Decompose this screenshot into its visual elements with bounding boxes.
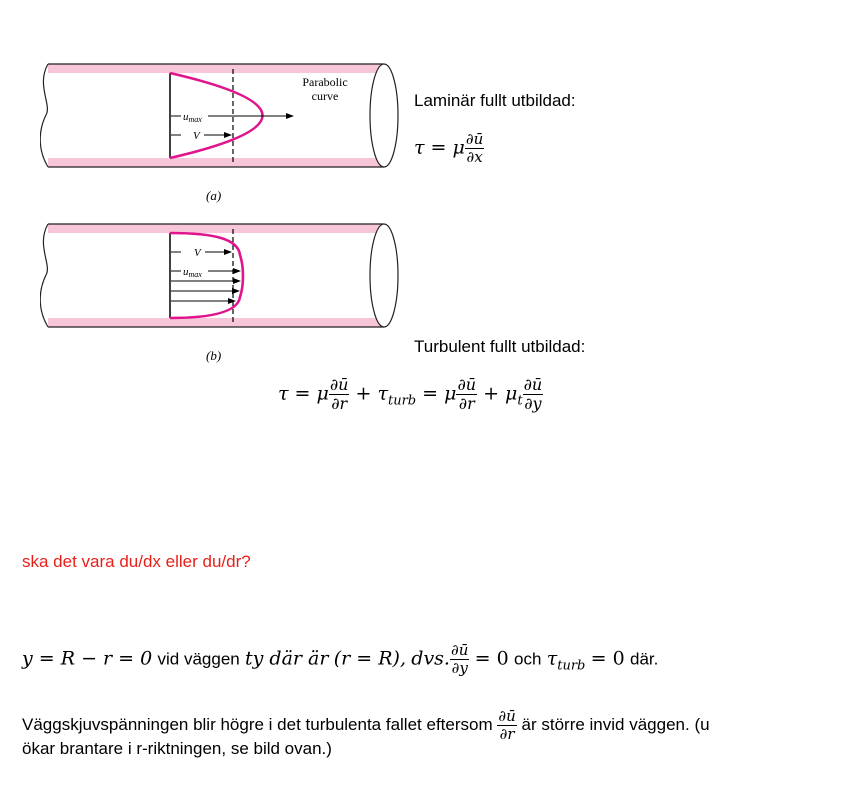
laminar-equation: τ = μ $\frac{\partial ū}{\partial x}$ — [414, 130, 484, 166]
wall-condition-line: y = R − r = 0 vid väggen ty där är (r = R), dvs. $\frac{\partial ū}{\partial y}$ = 0 och $\tau_{turb} = 0$ där. — [22, 641, 659, 677]
pipe-bottom-wall — [48, 158, 384, 167]
turbulent-equation: τ = μ $\frac{\partial ū}{\partial r}$ + $\tau_{turb} = \mu$ $\frac{\partial ū}{\partial r}$ + $\mu_t$ $\frac{\partial ū}{\partial y}$ — [278, 375, 543, 413]
v-label-a: V — [193, 130, 200, 142]
turbulent-heading: Turbulent fullt utbildad: — [414, 337, 586, 356]
v-label-b: V — [194, 247, 201, 259]
pipe-right-end — [370, 64, 398, 167]
pipe-top-wall — [48, 64, 384, 73]
question-text: ska det vara du/dx eller du/dr? — [22, 552, 251, 571]
figure-turbulent-pipe — [40, 215, 400, 345]
figure-b-caption: (b) — [206, 348, 222, 363]
umax-label-b: umax — [183, 266, 202, 279]
parabolic-curve-label-line1: Parabolic — [302, 75, 348, 89]
figure-a-caption: (a) — [206, 188, 222, 203]
laminar-heading: Laminär fullt utbildad: — [414, 91, 576, 110]
figure-laminar-pipe — [40, 55, 400, 185]
pipe-left-end — [40, 64, 48, 167]
parabolic-curve-label-line2: curve — [311, 89, 339, 103]
explanation-line2: ökar brantare i r-riktningen, se bild ovan.) — [22, 739, 332, 758]
umax-label-a: umax — [183, 111, 202, 124]
explanation-line1: Väggskjuvspänningen blir högre i det turbulenta fallet eftersom $\frac{\partial ū}{\partial r}$ är större invid väggen. (u — [22, 707, 710, 743]
turbulent-velocity-profile — [170, 233, 243, 318]
